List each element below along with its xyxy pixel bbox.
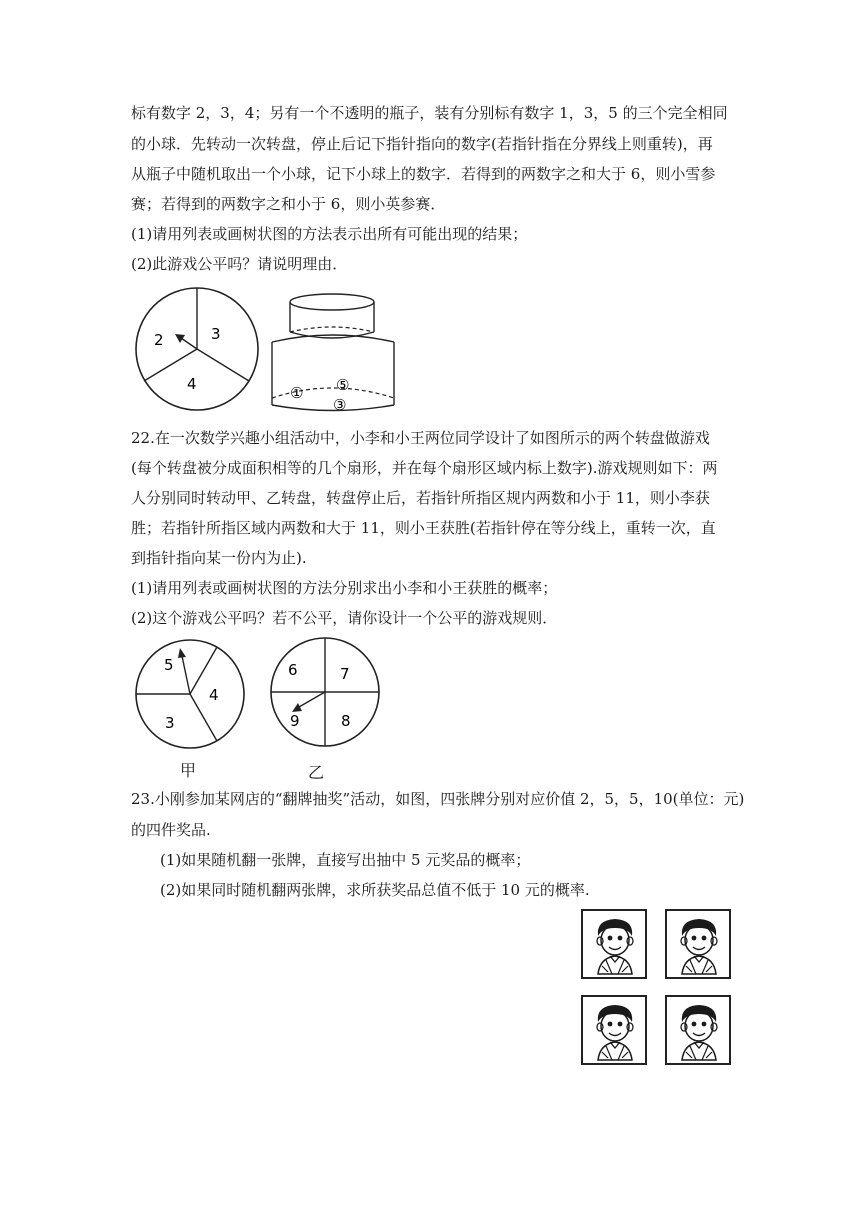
- spinner-jia-label-5: 5: [164, 656, 174, 674]
- prize-card-1: [581, 909, 647, 979]
- q21-text-line-4: 赛；若得到的两数字之和小于 6，则小英参赛．: [131, 195, 446, 213]
- q22-text-line-1: 22.在一次数学兴趣小组活动中，小李和小王两位同学设计了如图所示的两个转盘做游戏: [131, 429, 710, 447]
- q22-text-line-3: 人分别同时转动甲、乙转盘，转盘停止后，若指针所指区规内两数和小于 11，则小李获: [131, 489, 710, 507]
- prize-card-2: [665, 909, 731, 979]
- q22-text-line-5: 到指针指向某一份内为止).: [131, 549, 307, 567]
- spinner-yi-caption: 乙: [308, 763, 325, 782]
- spinner-yi-label-8: 8: [341, 712, 351, 730]
- q21-spinner-figure: [133, 284, 263, 414]
- q21-text-line-3: 从瓶子中随机取出一个小球，记下小球上的数字．若得到的两数字之和大于 6，则小雪参: [131, 165, 716, 183]
- q22-text-line-4: 胜；若指针所指区域内两数和大于 11，则小王获胜(若指针停在等分线上，重转一次，直: [131, 519, 716, 537]
- spinner-jia-label-4: 4: [209, 686, 219, 704]
- q21-subquestion-1: (1)请用列表或画树状图的方法表示出所有可能出现的结果；: [131, 225, 528, 243]
- q22-subquestion-2: (2)这个游戏公平吗？若不公平，请你设计一个公平的游戏规则．: [131, 609, 558, 627]
- spinner-label-4: 4: [187, 375, 197, 393]
- q23-text-line-1: 23.小刚参加某网店的“翻牌抽奖”活动，如图，四张牌分别对应价值 2，5，5，10(单位：元): [131, 790, 745, 808]
- q23-text-line-2: 的四件奖品.: [131, 821, 211, 839]
- spinner-yi-label-7: 7: [340, 665, 350, 683]
- q22-text-line-2: (每个转盘被分成面积相等的几个扇形，并在每个扇形区域内标上数字).游戏规则如下：两: [131, 459, 718, 477]
- spinner-yi-figure: [268, 636, 388, 756]
- prize-card-4: [665, 995, 731, 1065]
- spinner-jia-label-3: 3: [165, 714, 175, 732]
- spinner-jia-figure: [132, 638, 252, 758]
- q21-jar-figure: [268, 290, 400, 414]
- spinner-pointer: [182, 656, 190, 694]
- spinner-yi-label-6: 6: [288, 661, 298, 679]
- ball-5: ⑤: [336, 376, 350, 394]
- ball-1: ①: [290, 384, 304, 402]
- spinner-yi-label-9: 9: [290, 712, 300, 730]
- spinner-label-3: 3: [211, 325, 221, 343]
- q21-text-line-1: 标有数字 2，3，4；另有一个不透明的瓶子，装有分别标有数字 1，3，5 的三个完全相同: [131, 104, 728, 122]
- spinner-label-2: 2: [154, 331, 164, 349]
- spinner-jia-caption: 甲: [180, 761, 197, 780]
- pointer-arrow-icon: [292, 703, 302, 712]
- pointer-arrow-icon: [175, 334, 185, 343]
- pointer-arrow-icon: [178, 648, 186, 658]
- q23-subquestion-2: (2)如果同时随机翻两张牌，求所获奖品总值不低于 10 元的概率.: [160, 881, 590, 899]
- q22-subquestion-1: (1)请用列表或画树状图的方法分别求出小李和小王获胜的概率；: [131, 579, 558, 597]
- boy-face-icon: [588, 1000, 642, 1062]
- prize-card-3: [581, 995, 647, 1065]
- ball-3: ③: [333, 396, 347, 414]
- spinner-pointer: [181, 338, 197, 349]
- boy-face-icon: [672, 1000, 726, 1062]
- spinner-pointer: [299, 692, 325, 707]
- q23-subquestion-1: (1)如果随机翻一张牌，直接写出抽中 5 元奖品的概率；: [160, 851, 531, 869]
- boy-face-icon: [588, 914, 642, 976]
- q21-text-line-2: 的小球．先转动一次转盘，停止后记下指针指向的数字(若指针指在分界线上则重转)，再: [131, 135, 713, 153]
- boy-face-icon: [672, 914, 726, 976]
- q21-subquestion-2: (2)此游戏公平吗？请说明理由．: [131, 255, 348, 273]
